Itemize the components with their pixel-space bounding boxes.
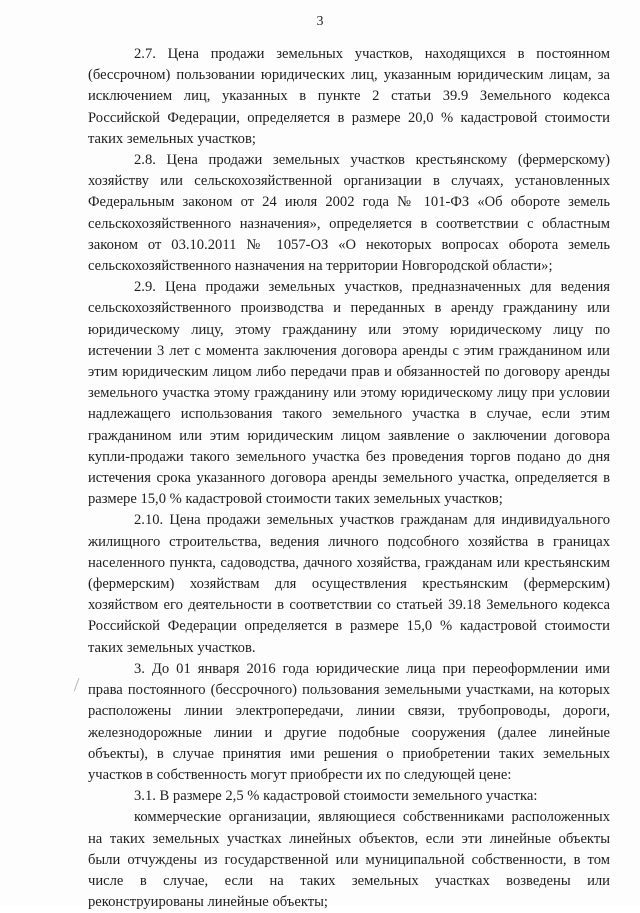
- margin-pen-mark: [74, 678, 82, 692]
- page-number: 3: [316, 14, 324, 29]
- paragraph-2-7: 2.7. Цена продажи земельных участков, находящихся в постоянном (бессрочном) пользовании юридических лиц, указанным юридическим лицам, за исключением лиц, указанных в пункте 2 статьи 39.9 Земельного кодекса Российской Федерации, определяется в размере 20,0 % кадастровой стоимости таких земельных участков;: [88, 46, 610, 147]
- document-body: [88, 44, 610, 913]
- paragraph-3: 3. До 01 января 2016 года юридические лица при переоформлении ими права постоянного (бессрочного) пользования земельными участками, на которых расположены линии электропередачи, линии связи, трубопроводы, дороги, железнодорожные линии и другие подобные сооружения (далее линейные объекты), в случае принятия ими решения о приобретении таких земельных участков в собственность могут приобрести их по следующей цене:: [88, 660, 610, 783]
- paragraph-3-1-item: коммерческие организации, являющиеся собственниками расположенных на таких земельных участках линейных объектов, если эти линейные объекты были отчуждены из государственной или муниципальной собственности, в том числе в случае, если на таких земельных участках возведены или реконструированы линейные объекты;: [88, 809, 610, 911]
- paragraph-2-10: 2.10. Цена продажи земельных участков гражданам для индивидуального жилищного строительства, ведения личного подсобного хозяйства в границах населенного пункта, садоводства, дачного хозяйства, гражданам или крестьянским (фермерским) хозяйствам для осуществления крестьянским (фермерским) хозяйством его деятельности в соответствии со статьей 39.18 Земельного кодекса Российской Федерации определяется в размере 15,0 % кадастровой стоимости таких земельных участков.: [88, 512, 610, 656]
- paragraph-2-8: 2.8. Цена продажи земельных участков крестьянскому (фермерскому) хозяйству или сельскохозяйственной организации в случаях, установленных Федеральным законом от 24 июля 2002 года № 101-ФЗ «Об обороте земель сельскохозяйственного назначения», определяется в соответствии с областным законом от 03.10.2011 № 1057-ОЗ «О некоторых вопросах оборота земель сельскохозяйственного назначения на территории Новгородской области»;: [88, 152, 610, 275]
- paragraph-2-9: 2.9. Цена продажи земельных участков, предназначенных для ведения сельскохозяйственного производства и переданных в аренду гражданину или юридическому лицу, этому гражданину или этому юридическому лицу по истечении 3 лет с момента заключения договора аренды с этим гражданином или этим юридическим лицом либо передачи прав и обязанностей по договору аренды земельного участка этому гражданину или этому юридическому лицу при условии надлежащего использования такого земельного участка в случае, если этим гражданином или этим юридическим лицом заявление о заключении договора купли-продажи такого земельного участка без проведения торгов подано до дня истечения срока указанного договора аренды земельного участка, определяется в размере 15,0 % кадастровой стоимости таких земельных участков;: [88, 279, 610, 508]
- paragraph-3-1: 3.1. В размере 2,5 % кадастровой стоимости земельного участка:: [134, 788, 538, 805]
